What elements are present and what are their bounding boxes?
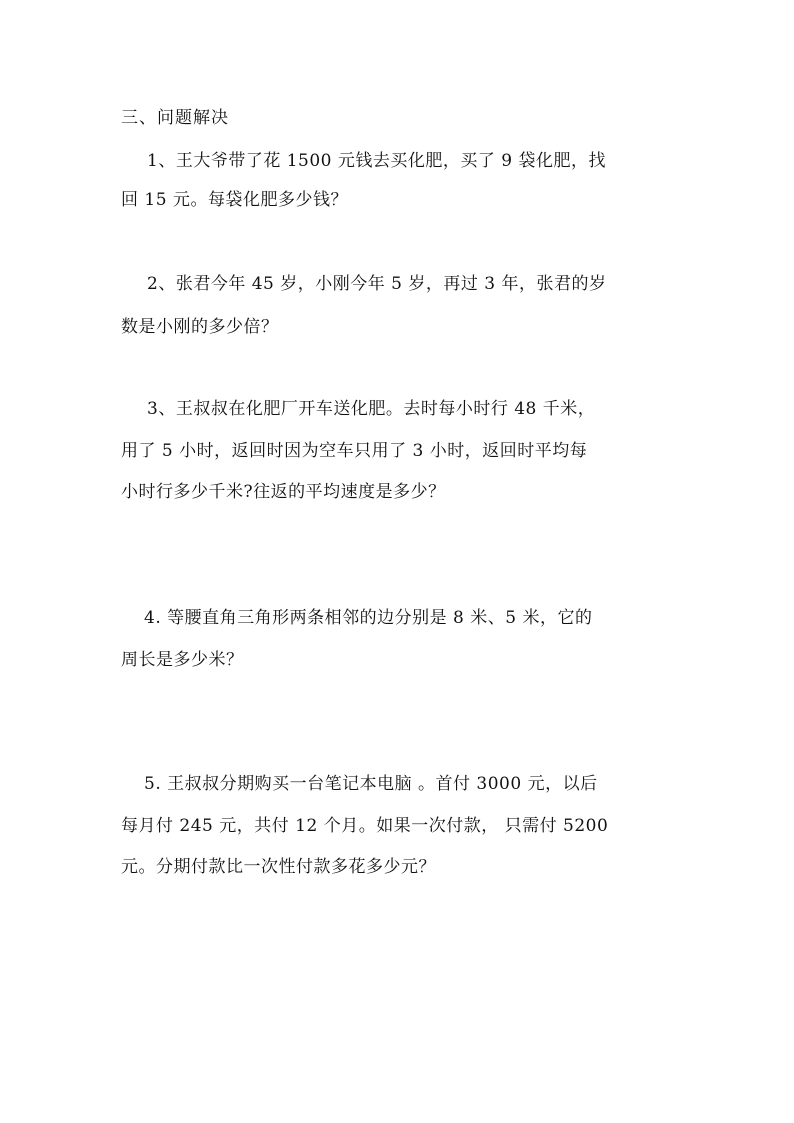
problem-3-line-2: 用了 5 小时，返回时因为空车只用了 3 小时，返回时平均每 (121, 441, 588, 461)
problem-1-line-1: 1、王大爷带了花 1500 元钱去买化肥，买了 9 袋化肥，找 (147, 151, 607, 171)
problem-2-line-2: 数是小刚的多少倍？ (121, 317, 279, 337)
section-title: 三、问题解决 (121, 108, 229, 128)
problem-1-line-2: 回 15 元。每袋化肥多少钱？ (121, 190, 348, 210)
problem-3-line-1: 3、王叔叔在化肥厂开车送化肥。去时每小时行 48 千米， (147, 399, 596, 419)
problem-5-line-3: 元。分期付款比一次性付款多花多少元？ (121, 857, 436, 877)
problem-4-line-2: 周长是多少米？ (121, 650, 244, 670)
problem-5-line-2: 每月付 245 元，共付 12 个月。如果一次付款， 只需付 5200 (121, 816, 609, 836)
problem-4-line-1: 4. 等腰直角三角形两条相邻的边分别是 8 米、5 米，它的 (144, 608, 593, 628)
problem-5-line-1: 5. 王叔叔分期购买一台笔记本电脑 。首付 3000 元，以后 (144, 774, 598, 794)
problem-2-line-1: 2、张君今年 45 岁，小刚今年 5 岁，再过 3 年，张君的岁 (147, 274, 607, 294)
problem-3-line-3: 小时行多少千米?往返的平均速度是多少？ (121, 482, 446, 502)
